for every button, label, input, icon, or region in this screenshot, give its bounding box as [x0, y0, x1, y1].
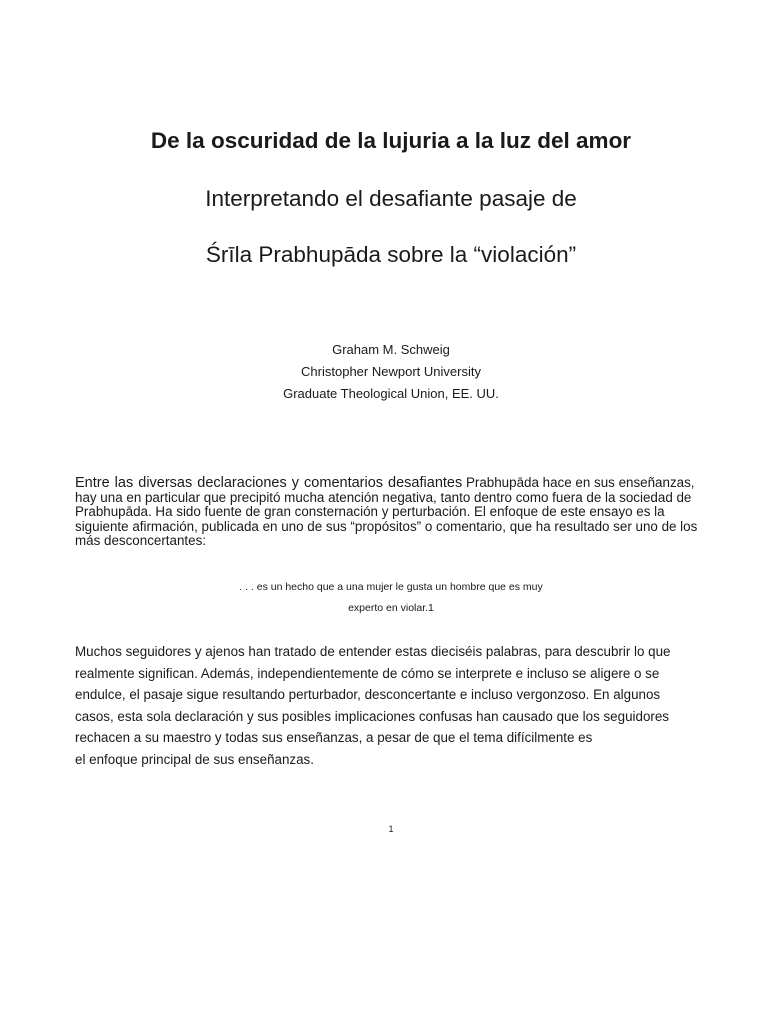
body-line: casos, esta sola declaración y sus posibles implicaciones confusas han causado que los seguidores — [75, 708, 669, 724]
document-subtitle-line-1: Interpretando el desafiante pasaje de — [205, 186, 577, 211]
author-affiliation-2: Graduate Theological Union, EE. UU. — [283, 386, 499, 401]
intro-lead: Entre las diversas declaraciones y comentarios desafiantes — [75, 475, 463, 491]
quote-line-1: . . . es un hecho que a una mujer le gusta un hombre que es muy — [239, 581, 543, 593]
body-line: endulce, el pasaje sigue resultando perturbador, desconcertante e incluso vergonzoso. En algunos — [75, 687, 661, 702]
quote-line-2: experto en violar.1 — [348, 602, 434, 614]
body-paragraph — [75, 641, 715, 770]
page-number: 1 — [388, 824, 394, 834]
document-subtitle-line-2: Śrīla Prabhupāda sobre la “violación” — [205, 242, 577, 267]
body-line: rechacen a su maestro y todas sus enseñanzas, a pesar de que el tema difícilmente es — [75, 730, 593, 745]
intro-paragraph — [75, 476, 705, 549]
body-line: el enfoque principal de sus enseñanzas. — [75, 751, 314, 767]
author-affiliation-1: Christopher Newport University — [301, 364, 481, 379]
body-line: realmente significan. Además, independientemente de cómo se interprete e incluso se aligere o se — [75, 665, 660, 681]
document-title: De la oscuridad de la lujuria a la luz del amor — [150, 128, 632, 153]
author-name: Graham M. Schweig — [332, 342, 450, 357]
body-line: Muchos seguidores y ajenos han tratado de entender estas dieciséis palabras, para descubrir lo que — [75, 644, 671, 659]
intro-rest: Prabhupāda hace en sus enseñanzas, hay una en particular que precipitó mucha atención negativa, tanto dentro como fuera de la sociedad de Prabhupāda. Ha sido fuente de gran consternación y perturbación. El enfoque de este ensayo es la siguiente afirmación, publicada en uno de sus “propósitos” o comentario, que ha resultado ser uno de los más desconcertantes: — [75, 475, 698, 548]
